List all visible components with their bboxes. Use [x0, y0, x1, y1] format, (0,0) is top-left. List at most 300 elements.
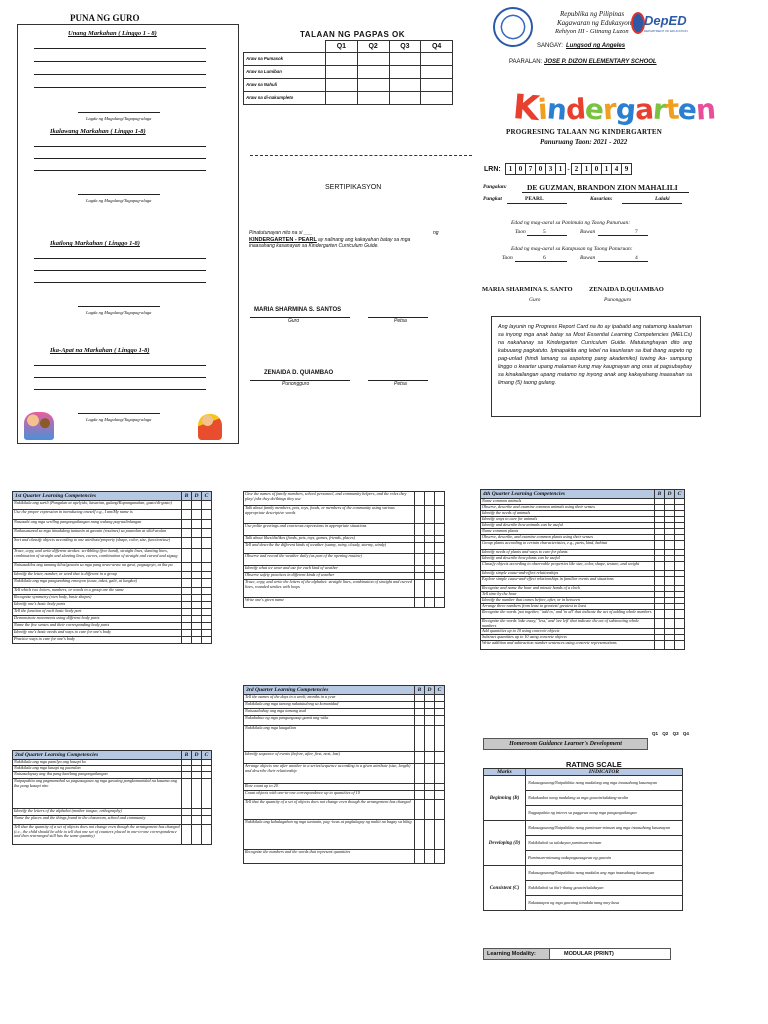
kinder-letter: r: [651, 92, 667, 127]
competency-row: [13, 549, 212, 563]
homeroom-quarter-labels: [652, 731, 689, 736]
competency-text: Nakikilala ang sarili (Pangalan at apelyido, kasarian, gulang/Kapanganakan, gusto/di-gusto): [13, 501, 182, 510]
dashed-separator: [250, 155, 472, 156]
competency-text: Recognize the words 'take away,' 'less,' and 'are left' that indicate the act of subtracting whole numbers: [481, 619, 655, 629]
kinder-letter: n: [694, 92, 716, 127]
lrn-digit: 1: [506, 164, 516, 175]
rating-cell[interactable]: [182, 637, 192, 644]
puna-signature-line: [78, 306, 160, 307]
rating-col-indicator: INDICATOR: [526, 769, 683, 776]
rating-cell[interactable]: [192, 501, 202, 510]
rating-cell[interactable]: [425, 492, 435, 506]
attendance-row: [244, 92, 453, 105]
rating-cell[interactable]: [415, 566, 425, 573]
attendance-table: [243, 40, 453, 105]
rating-cell[interactable]: [415, 716, 425, 726]
certificate-teacher-role: Guro: [288, 318, 300, 324]
rating-table: [483, 768, 683, 911]
puna-write-line: [34, 258, 206, 259]
rating-cell[interactable]: [435, 784, 445, 791]
rating-cell[interactable]: [415, 543, 425, 554]
competency-text: Write one's given name: [244, 598, 415, 608]
competency-row: [244, 726, 445, 752]
competency-text: Identify the needs of animals: [481, 511, 655, 517]
competency-text: Name the places and the things found in the classroom, school and community: [13, 816, 182, 825]
competency-text: Identify the number that comes before, after, or in between: [481, 598, 655, 604]
rating-cell[interactable]: [192, 579, 202, 588]
competency-text: Arrange three numbers from least to greatest/ greatest to least: [481, 604, 655, 610]
competency-row: [481, 641, 685, 650]
puna-signature-line: [78, 112, 160, 113]
puna-title: PUNA NG GURO: [70, 13, 140, 23]
rating-cell[interactable]: [435, 752, 445, 764]
rating-cell[interactable]: [182, 520, 192, 529]
rating-cell[interactable]: [435, 554, 445, 566]
rating-cell[interactable]: [435, 800, 445, 820]
rating-cell[interactable]: [435, 726, 445, 752]
rating-cell[interactable]: [182, 501, 192, 510]
rating-cell[interactable]: [192, 549, 202, 563]
competency-text: Identify one's basic needs and ways to care for one's body: [13, 630, 182, 637]
rating-cell[interactable]: [435, 791, 445, 800]
rating-cell[interactable]: [182, 809, 192, 816]
competency-text: Nakikilala ang mga pamilya ang kasapi ko: [13, 760, 182, 766]
rating-indicator: Nakikilahok sa iba't-ibang gawain/talakayan: [526, 881, 683, 896]
rating-cell[interactable]: [435, 506, 445, 524]
sangay-value: Lungsod ng Angeles: [566, 43, 626, 49]
rating-cell[interactable]: [415, 536, 425, 543]
rating-indicator: Nakasagawang/Naipakikita nang madalang ang mga inaasahang kasanayan: [526, 776, 683, 791]
rating-cell[interactable]: [655, 619, 665, 629]
rating-cell[interactable]: [675, 641, 685, 650]
competency-text: Trace, copy, and write the letters of the alphabet: straight lines, combination of straight and curved lines, rounded strokes with loops: [244, 580, 415, 598]
rating-cell[interactable]: [435, 580, 445, 598]
competency-row: [244, 554, 445, 566]
rating-cell[interactable]: [415, 791, 425, 800]
rating-cell[interactable]: [665, 610, 675, 619]
rating-cell[interactable]: [435, 695, 445, 702]
competency-text: Use the proper expression in introducing oneself e.g., I am/My name is: [13, 510, 182, 520]
sangay-label: SANGAY:: [537, 43, 563, 49]
kinder-letter: d: [564, 92, 587, 127]
right-teacher-role: Guro: [529, 297, 541, 303]
rating-cell[interactable]: [655, 541, 665, 550]
deped-logo-mark: [631, 12, 645, 34]
rating-cell[interactable]: [655, 577, 665, 586]
rating-cell[interactable]: [655, 641, 665, 650]
competency-row: [244, 764, 445, 784]
rating-cell[interactable]: [202, 779, 212, 809]
competency-text: Tell that the quantity of a set of objects does not change even though the arrangement has changed (i.e., the child should be able to tell that one set of counters placed in one-to-one correspondence and then rearranged still has the same quantity): [13, 825, 182, 845]
rating-cell[interactable]: [415, 695, 425, 702]
lrn-label: LRN:: [484, 166, 501, 173]
competency-text: Give the names of family members, school personnel, and community helpers, and the roles they play/ jobs they do/things they use: [244, 492, 415, 506]
rating-cell[interactable]: [182, 623, 192, 630]
rating-cell[interactable]: [182, 595, 192, 602]
rating-cell[interactable]: [202, 609, 212, 616]
right-principal: ZENAIDA D.QUIAMBAO: [589, 286, 664, 293]
rating-cell[interactable]: [182, 816, 192, 825]
kinder-letter: e: [583, 92, 605, 127]
rating-cell[interactable]: [665, 562, 675, 571]
rating-cell[interactable]: [202, 772, 212, 779]
rating-cell[interactable]: [182, 616, 192, 623]
competency-text: Identify and describe how plants can be useful: [481, 556, 655, 562]
rating-cell[interactable]: [425, 850, 435, 864]
rating-cell[interactable]: [425, 506, 435, 524]
competency-text: Identify ways to care for animals: [481, 517, 655, 523]
puna-section-heading: Ikalawang Markahan ( Linggo 1-8): [50, 128, 146, 135]
rating-cell[interactable]: [192, 779, 202, 809]
rating-cell[interactable]: [435, 764, 445, 784]
competency-row: [244, 506, 445, 524]
rating-cell[interactable]: [425, 580, 435, 598]
kids-illustration-left: [24, 412, 54, 440]
competency-text: Practice ways to care for one's body: [13, 637, 182, 644]
rating-cell[interactable]: [192, 572, 202, 579]
kinder-letter: r: [601, 92, 617, 127]
attendance-q1: Q1: [326, 41, 358, 53]
rating-cell[interactable]: [182, 510, 192, 520]
q1-col-d: D: [192, 492, 202, 501]
rating-cell[interactable]: [435, 524, 445, 536]
rating-cell[interactable]: [202, 616, 212, 623]
attendance-row-label: Araw na Pumasok: [244, 53, 326, 66]
rating-header: [484, 769, 683, 776]
rating-cell[interactable]: [202, 538, 212, 549]
purpose-box: [491, 316, 701, 417]
rating-mark: Developing (D): [484, 821, 526, 866]
rating-cell[interactable]: [182, 579, 192, 588]
rating-cell[interactable]: [435, 820, 445, 850]
competency-row: [13, 637, 212, 644]
competency-text: Nakikilala ang mga kaugalian: [244, 726, 415, 752]
rating-cell[interactable]: [192, 510, 202, 520]
rating-cell[interactable]: [202, 825, 212, 845]
certificate-class: KINDERGARTEN - PEARL: [249, 237, 317, 243]
age-close-buwan: Buwan: [580, 255, 596, 261]
competency-row: [13, 779, 212, 809]
competency-text: Recognize the words 'put together,' 'add to,' and 'in all' that indicate the act of adding whole numbers: [481, 610, 655, 619]
rating-indicator: Nakatatapos ng mga gawaing itinakda nang may kusa: [526, 896, 683, 911]
competency-text: Tell which two letters, numbers, or words in a group are the same: [13, 588, 182, 595]
name-label: Pangalan:: [483, 184, 507, 190]
competency-text: Nakabubuo ng mga pangungusap gamit ang wika: [244, 716, 415, 726]
rating-cell[interactable]: [202, 816, 212, 825]
rating-cell[interactable]: [415, 492, 425, 506]
rating-cell[interactable]: [202, 510, 212, 520]
rating-cell[interactable]: [665, 619, 675, 629]
homeroom-title: Homeroom Guidance Learner's Development: [483, 738, 648, 750]
rating-cell[interactable]: [202, 529, 212, 538]
puna-write-line: [34, 61, 206, 62]
kinder-letter: g: [614, 92, 637, 127]
certificate-principal-role: Punongguro: [282, 381, 310, 387]
q23-table: [243, 491, 445, 608]
rating-cell[interactable]: [202, 623, 212, 630]
competency-text: Identify sequence of events (before, after, first, next, last): [244, 752, 415, 764]
rating-cell[interactable]: [202, 501, 212, 510]
rating-cell[interactable]: [425, 566, 435, 573]
puna-write-line: [34, 282, 206, 283]
competency-text: Naisasabuhay ang mga tamang asal: [244, 709, 415, 716]
competency-text: Tell that the quantity of a set of objects does not change even though the arrangement has changed: [244, 800, 415, 820]
competency-text: Observe and record the weather daily (as part of the opening routine): [244, 554, 415, 566]
attendance-row-label: Araw na di-nakumpleto: [244, 92, 326, 105]
lrn-digit: 1: [556, 164, 566, 175]
kinder-letter: n: [545, 92, 568, 127]
rating-cell[interactable]: [192, 563, 202, 572]
rating-cell[interactable]: [675, 541, 685, 550]
rating-cell[interactable]: [425, 598, 435, 608]
rating-indicator: Nakikilahok sa talakayan paminsan-minsan: [526, 836, 683, 851]
rating-cell[interactable]: [192, 623, 202, 630]
rating-cell[interactable]: [202, 637, 212, 644]
competency-row: [244, 580, 445, 598]
report-title: PROGRESING TALAAN NG KINDERGARTEN: [506, 128, 663, 136]
rating-cell[interactable]: [202, 588, 212, 595]
lrn-digit: 1: [582, 164, 592, 175]
rating-cell[interactable]: [415, 850, 425, 864]
rating-cell[interactable]: [415, 784, 425, 791]
rating-cell[interactable]: [182, 602, 192, 609]
puna-write-line: [34, 48, 206, 49]
rating-cell[interactable]: [202, 549, 212, 563]
rating-cell[interactable]: [415, 506, 425, 524]
rating-cell[interactable]: [415, 598, 425, 608]
rating-cell[interactable]: [425, 573, 435, 580]
competency-text: Use polite greetings and courteous expressions in appropriate situations: [244, 524, 415, 536]
section-value: PEARL: [525, 196, 544, 202]
rating-cell[interactable]: [435, 566, 445, 573]
rating-cell[interactable]: [182, 538, 192, 549]
rating-cell[interactable]: [655, 562, 665, 571]
rating-cell[interactable]: [182, 825, 192, 845]
rating-cell[interactable]: [425, 791, 435, 800]
rating-cell[interactable]: [202, 563, 212, 572]
rating-cell[interactable]: [435, 702, 445, 709]
rating-cell[interactable]: [425, 543, 435, 554]
competency-text: Talk about family members, pets, toys, foods, or members of the community using various appropriate descriptive words: [244, 506, 415, 524]
competency-row: [244, 800, 445, 820]
rating-cell[interactable]: [192, 816, 202, 825]
rating-cell[interactable]: [202, 630, 212, 637]
attendance-q4: Q4: [421, 41, 453, 53]
q3-col-b: B: [415, 686, 425, 695]
rating-cell[interactable]: [415, 554, 425, 566]
right-principal-role: Punongguro: [604, 297, 632, 303]
rating-cell[interactable]: [192, 595, 202, 602]
rating-cell[interactable]: [425, 800, 435, 820]
rating-cell[interactable]: [415, 800, 425, 820]
puna-signature-caption: Lagda ng Magulang/Tagapag-alaga: [86, 116, 152, 121]
rating-cell[interactable]: [182, 779, 192, 809]
competency-text: Observe, describe and examine common animals using their senses: [481, 505, 655, 511]
puna-write-line: [34, 170, 206, 171]
rating-cell[interactable]: [192, 616, 202, 623]
rating-cell[interactable]: [435, 543, 445, 554]
attendance-q3: Q3: [389, 41, 421, 53]
rating-cell[interactable]: [675, 610, 685, 619]
rating-cell[interactable]: [675, 619, 685, 629]
rating-cell[interactable]: [425, 524, 435, 536]
homeroom-q3: Q3: [672, 731, 679, 736]
q4-col-c: C: [675, 490, 685, 499]
competency-text: Explore simple cause-and-effect relationships in familiar events and situations: [481, 577, 655, 586]
rating-cell[interactable]: [655, 610, 665, 619]
q1-col-c: C: [202, 492, 212, 501]
rating-cell[interactable]: [182, 772, 192, 779]
rating-cell[interactable]: [425, 752, 435, 764]
rating-cell[interactable]: [435, 716, 445, 726]
q2-col-c: C: [202, 751, 212, 760]
rating-cell[interactable]: [182, 549, 192, 563]
rating-cell[interactable]: [425, 536, 435, 543]
rating-cell[interactable]: [192, 538, 202, 549]
puna-write-line: [34, 270, 206, 271]
attendance-header-row: [244, 41, 453, 53]
age-open-label: Edad ng mag-aaral sa Panimula ng Taong Panuruan:: [511, 220, 631, 226]
rating-cell[interactable]: [192, 588, 202, 595]
competency-text: Observe safety practices in different kinds of weather: [244, 573, 415, 580]
competency-text: Naikasusunod sa mga itinakdang tuntunin at gawain (routines) sa paaralan at silid-aralan: [13, 529, 182, 538]
competency-text: Naisasalaysay ang iba pang kanilang pangangailangan: [13, 772, 182, 779]
age-open-months: 7: [635, 229, 638, 235]
competency-text: Recognize and name the hour and minute hands of a clock: [481, 586, 655, 592]
puna-write-line: [34, 377, 206, 378]
rating-cell[interactable]: [182, 563, 192, 572]
rating-cell[interactable]: [202, 595, 212, 602]
homeroom-q2: Q2: [662, 731, 669, 736]
rating-cell[interactable]: [435, 709, 445, 716]
rating-cell[interactable]: [192, 637, 202, 644]
competency-text: Demonstrate movements using different body parts: [13, 616, 182, 623]
rating-cell[interactable]: [182, 572, 192, 579]
rating-cell[interactable]: [182, 529, 192, 538]
rating-cell[interactable]: [425, 820, 435, 850]
q4-col-d: D: [665, 490, 675, 499]
rating-cell[interactable]: [182, 609, 192, 616]
rating-cell[interactable]: [665, 577, 675, 586]
q4-table: [480, 489, 685, 650]
rating-cell[interactable]: [415, 726, 425, 752]
rating-cell[interactable]: [425, 702, 435, 709]
purpose-text: Ang layunin ng Progress Report Card na ito ay ipabatid ang natamong kaalaman sa inyong mga anak batay sa Most Essential Learning Competencies (MELCs) na nakahanay sa Kindergarten Curriculum Guide. Matutunghayan dito ang kabuuang pagkatuto. Ipinapakita ang lebel na kaunlaran sa ibat ibang aspeto ng pag-unlad (hindi lamang sa aspetong pang akademiko) tuwing ika- sampung linggo o kwarter upang malaman kung may kaugnayan ang oras at pagsubaybay sa kinakailangan upang matamo ng inyong anak ang kakayahang inaasahan sa limang (5) taong gulang.: [498, 324, 692, 386]
competency-text: Tell the names of the days in a week; months in a year: [244, 695, 415, 702]
rating-cell[interactable]: [665, 641, 675, 650]
rating-cell[interactable]: [675, 562, 685, 571]
rating-cell[interactable]: [192, 520, 202, 529]
deped-seal: [493, 7, 533, 47]
rating-cell[interactable]: [425, 764, 435, 784]
competency-text: Tell the function of each basic body part: [13, 609, 182, 616]
deped-logo-sub: DEPARTMENT OF EDUCATION: [644, 29, 688, 33]
kid-pencil-illustration-right: [198, 414, 222, 440]
rating-cell[interactable]: [192, 602, 202, 609]
competency-text: Observe, describe, and examine common plants using their senses: [481, 535, 655, 541]
competency-text: Nasasabi ang mga serillng pangangailangan nang walang pag-aalinlangan: [13, 520, 182, 529]
lrn-digit: 9: [622, 164, 632, 175]
competency-text: Name common animals: [481, 499, 655, 505]
rating-cell[interactable]: [192, 772, 202, 779]
puna-signature-line: [78, 413, 160, 414]
q3-title: 3rd Quarter Learning Competencies: [244, 686, 415, 695]
modality-label: Learning Modality:: [484, 949, 550, 959]
attendance-row: [244, 79, 453, 92]
puna-signature-caption: Lagda ng Magulang/Tagapag-alaga: [86, 417, 152, 422]
rating-cell[interactable]: [202, 602, 212, 609]
rating-cell[interactable]: [425, 695, 435, 702]
rating-cell[interactable]: [415, 820, 425, 850]
competency-text: Tell time by the hour: [481, 592, 655, 598]
rating-cell[interactable]: [435, 598, 445, 608]
competency-row: [13, 510, 212, 520]
rating-cell[interactable]: [425, 726, 435, 752]
rating-cell[interactable]: [425, 554, 435, 566]
rating-cell[interactable]: [192, 825, 202, 845]
rating-cell[interactable]: [202, 520, 212, 529]
rating-cell[interactable]: [415, 702, 425, 709]
rating-cell[interactable]: [415, 573, 425, 580]
competency-text: Identify needs of plants and ways to care for plants: [481, 550, 655, 556]
rating-col-marks: Marks: [484, 769, 526, 776]
rating-cell[interactable]: [425, 709, 435, 716]
competency-row: [13, 538, 212, 549]
rating-cell[interactable]: [415, 752, 425, 764]
rating-cell[interactable]: [182, 588, 192, 595]
rating-cell[interactable]: [415, 580, 425, 598]
rating-cell[interactable]: [202, 809, 212, 816]
competency-text: Group plants according to certain characteristics, e.g., parts, kind, habitat: [481, 541, 655, 550]
certificate-line1-end: ng: [433, 230, 439, 236]
rating-cell[interactable]: [675, 577, 685, 586]
age-open-years: 5: [543, 229, 546, 235]
rating-cell[interactable]: [435, 850, 445, 864]
competency-text: Identify what we wear and use for each kind of weather: [244, 566, 415, 573]
q3-col-c: C: [435, 686, 445, 695]
region-line: Rehiyon III - Gitnang Luzon: [555, 28, 629, 35]
rating-cell[interactable]: [182, 630, 192, 637]
rating-cell[interactable]: [665, 541, 675, 550]
puna-write-line: [34, 87, 206, 88]
q3-table: [243, 685, 445, 864]
rating-cell[interactable]: [192, 609, 202, 616]
competency-text: Identify the letters of the alphabet (mother tongue, orthography): [13, 809, 182, 816]
rating-cell[interactable]: [435, 573, 445, 580]
lrn-separator: -: [567, 165, 570, 173]
rating-cell[interactable]: [192, 529, 202, 538]
rating-cell[interactable]: [425, 784, 435, 791]
competency-text: Recognize the numbers and the words that represent quantities: [244, 850, 415, 864]
competency-text: Rote count up to 20: [244, 784, 415, 791]
rating-cell[interactable]: [415, 709, 425, 716]
rating-cell[interactable]: [192, 630, 202, 637]
kinder-letter: K: [511, 86, 541, 130]
rating-cell[interactable]: [202, 579, 212, 588]
rating-mark: Consistent (C): [484, 866, 526, 911]
competency-text: Trace, copy, and write different strokes: scribbling (free hand), straight lines, slanting lines, combination of straight and slanting lines, curves, combination of straight and curved and zigzag: [13, 549, 182, 563]
rating-cell[interactable]: [192, 809, 202, 816]
rating-cell[interactable]: [202, 572, 212, 579]
rating-cell[interactable]: [435, 536, 445, 543]
rating-cell[interactable]: [425, 716, 435, 726]
rating-cell[interactable]: [415, 764, 425, 784]
rating-cell[interactable]: [435, 492, 445, 506]
rating-indicator: Paminsan-minsang nakapagsasagawa ng gawain: [526, 851, 683, 866]
rating-cell[interactable]: [415, 524, 425, 536]
q2-title: 2nd Quarter Learning Competencies: [13, 751, 182, 760]
lrn-digit: 1: [602, 164, 612, 175]
